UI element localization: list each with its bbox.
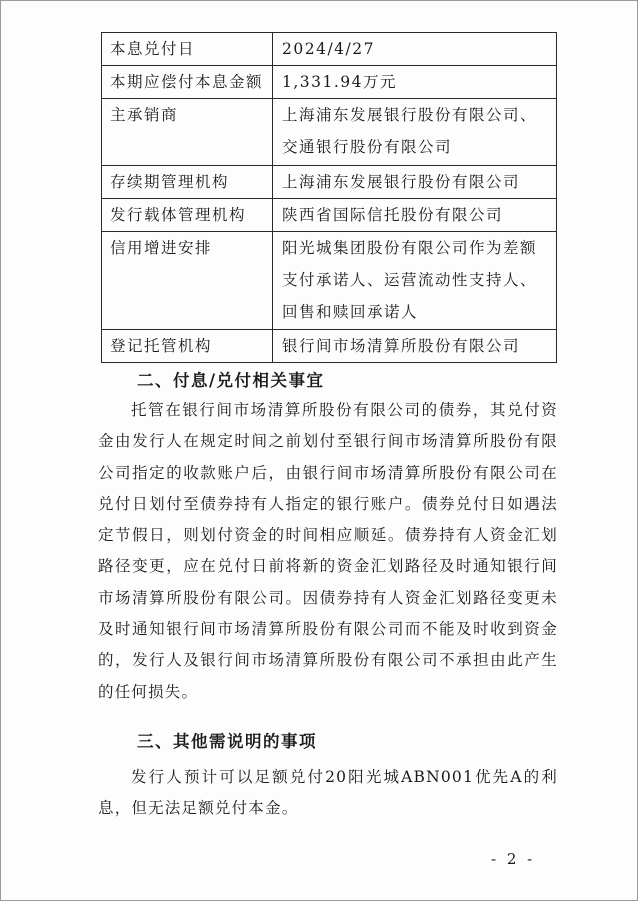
section-heading-payment: 二、付息/兑付相关事宜 (137, 371, 325, 390)
section-body-payment: 托管在银行间市场清算所股份有限公司的债券，其兑付资金由发行人在规定时间之前划付至银行间市场清算所股份有限公司指定的收款账户后，由银行间市场清算所股份有限公司在兑付日划付至债券持有人指定的银行账户。债券兑付日如遇法定节假日，则划付资金的时间相应顺延。债券持有人资金汇划路径变更，应在兑付日前将新的资金汇划路径及时通知银行间市场清算所股份有限公司。因债券持有人资金汇划路径变更未及时通知银行间市场清算所股份有限公司而不能及时收到资金的，发行人及银行间市场清算所股份有限公司不承担由此产生的任何损失。 (98, 401, 558, 701)
bond-info-table (101, 32, 557, 363)
table-row (102, 166, 557, 199)
row-value: 1,331.94万元 (273, 66, 557, 99)
row-label: 主承销商 (102, 99, 273, 166)
table-row (102, 66, 557, 99)
table-row (102, 33, 557, 66)
table-row (102, 232, 557, 330)
row-value: 阳光城集团股份有限公司作为差额支付承诺人、运营流动性支持人、回售和赎回承诺人 (273, 232, 557, 330)
row-value: 2024/4/27 (273, 33, 557, 66)
row-label: 本期应偿付本息金额 (102, 66, 273, 99)
row-value: 银行间市场清算所股份有限公司 (273, 330, 557, 363)
table-row (102, 199, 557, 232)
row-label: 登记托管机构 (102, 330, 273, 363)
row-label: 发行载体管理机构 (102, 199, 273, 232)
row-value: 上海浦东发展银行股份有限公司、交通银行股份有限公司 (273, 99, 557, 166)
row-label: 信用增进安排 (102, 232, 273, 330)
page-number: - 2 - (491, 850, 536, 868)
table-row (102, 330, 557, 363)
row-label: 存续期管理机构 (102, 166, 273, 199)
row-value: 陕西省国际信托股份有限公司 (273, 199, 557, 232)
row-label: 本息兑付日 (102, 33, 273, 66)
row-value: 上海浦东发展银行股份有限公司 (273, 166, 557, 199)
table-row (102, 99, 557, 166)
section-heading-other: 三、其他需说明的事项 (137, 732, 317, 751)
section-body-other: 发行人预计可以足额兑付20阳光城ABN001优先A的利息，但无法足额兑付本金。 (98, 768, 558, 818)
